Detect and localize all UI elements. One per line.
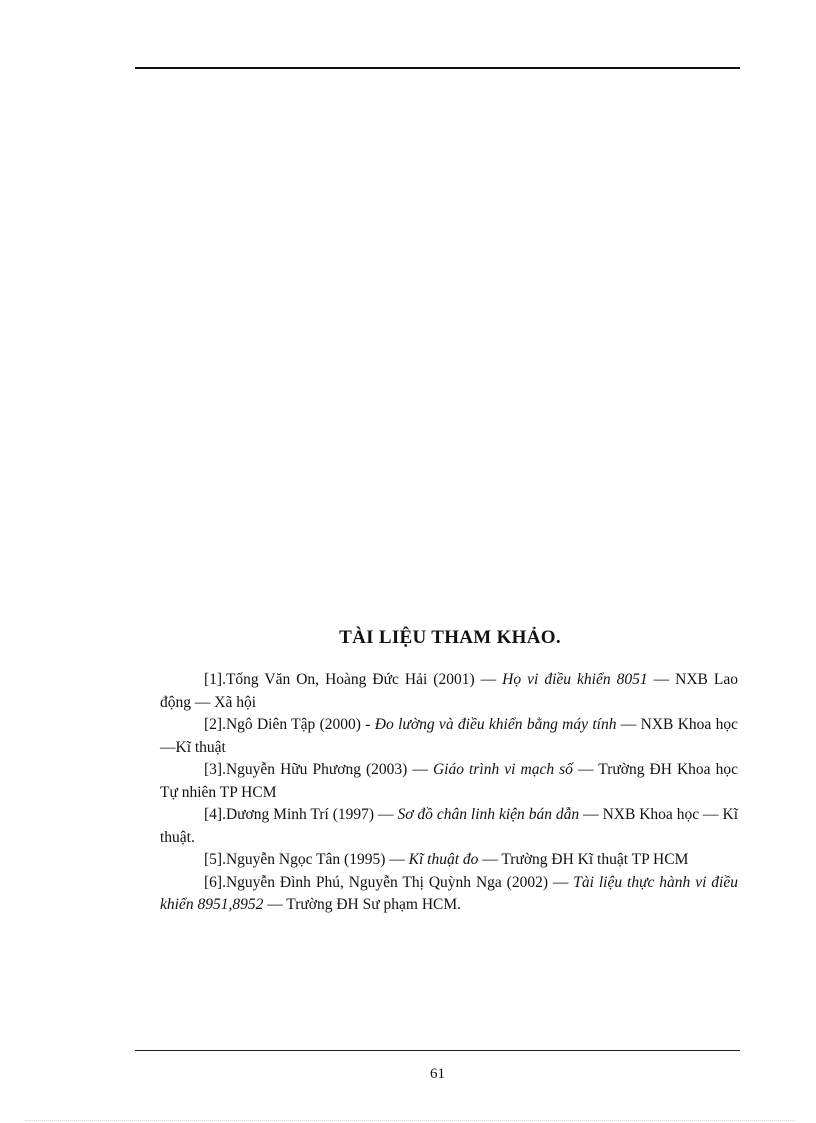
- reference-tail: — NXB Khoa học — Kĩ thuật.: [160, 806, 738, 846]
- reference-title: Tài liệu thực hành vi điều khiển 8951,8952: [160, 873, 738, 913]
- reference-tail: — Trường ĐH Kĩ thuật TP HCM: [478, 851, 689, 868]
- reference-lead: [3].Nguyễn Hữu Phương (2003) —: [204, 761, 433, 778]
- reference-lead: [6].Nguyễn Đình Phú, Nguyễn Thị Quỳnh Nga (2002) —: [204, 873, 574, 891]
- reference-title: Kĩ thuật đo: [408, 851, 479, 868]
- reference-item: [160, 669, 738, 714]
- reference-tail: — Trường ĐH Sư phạm HCM.: [263, 896, 462, 913]
- reference-list: [160, 669, 738, 917]
- header-rule: [135, 67, 740, 69]
- reference-item: [160, 804, 738, 849]
- reference-title: Họ vi điều khiển 8051: [502, 671, 648, 688]
- references-heading: TÀI LIỆU THAM KHẢO.: [339, 627, 561, 648]
- page-edge: [25, 1120, 795, 1121]
- reference-tail: — Trường ĐH Khoa học Tự nhiên TP HCM: [160, 761, 738, 801]
- reference-title: Giáo trình vi mạch số: [432, 761, 573, 778]
- reference-title: Sơ đồ chân linh kiện bán dẫn: [397, 806, 580, 823]
- reference-lead: [1].Tống Văn On, Hoàng Đức Hải (2001) —: [204, 671, 503, 688]
- reference-item: [160, 714, 738, 759]
- reference-title: Đo lường và điều khiển bằng máy tính: [374, 716, 617, 733]
- page-number: 61: [430, 1066, 445, 1082]
- reference-item: [160, 849, 738, 872]
- reference-tail: — NXB Lao động — Xã hội: [160, 671, 738, 711]
- footer-rule: [135, 1050, 740, 1051]
- reference-tail: — NXB Khoa học —Kĩ thuật: [160, 716, 739, 756]
- reference-lead: [4].Dương Minh Trí (1997) —: [204, 806, 398, 823]
- reference-lead: [5].Nguyễn Ngọc Tân (1995) —: [204, 851, 409, 868]
- reference-lead: [2].Ngô Diên Tập (2000) -: [204, 716, 375, 733]
- reference-item: [160, 759, 738, 804]
- reference-item: [160, 872, 738, 917]
